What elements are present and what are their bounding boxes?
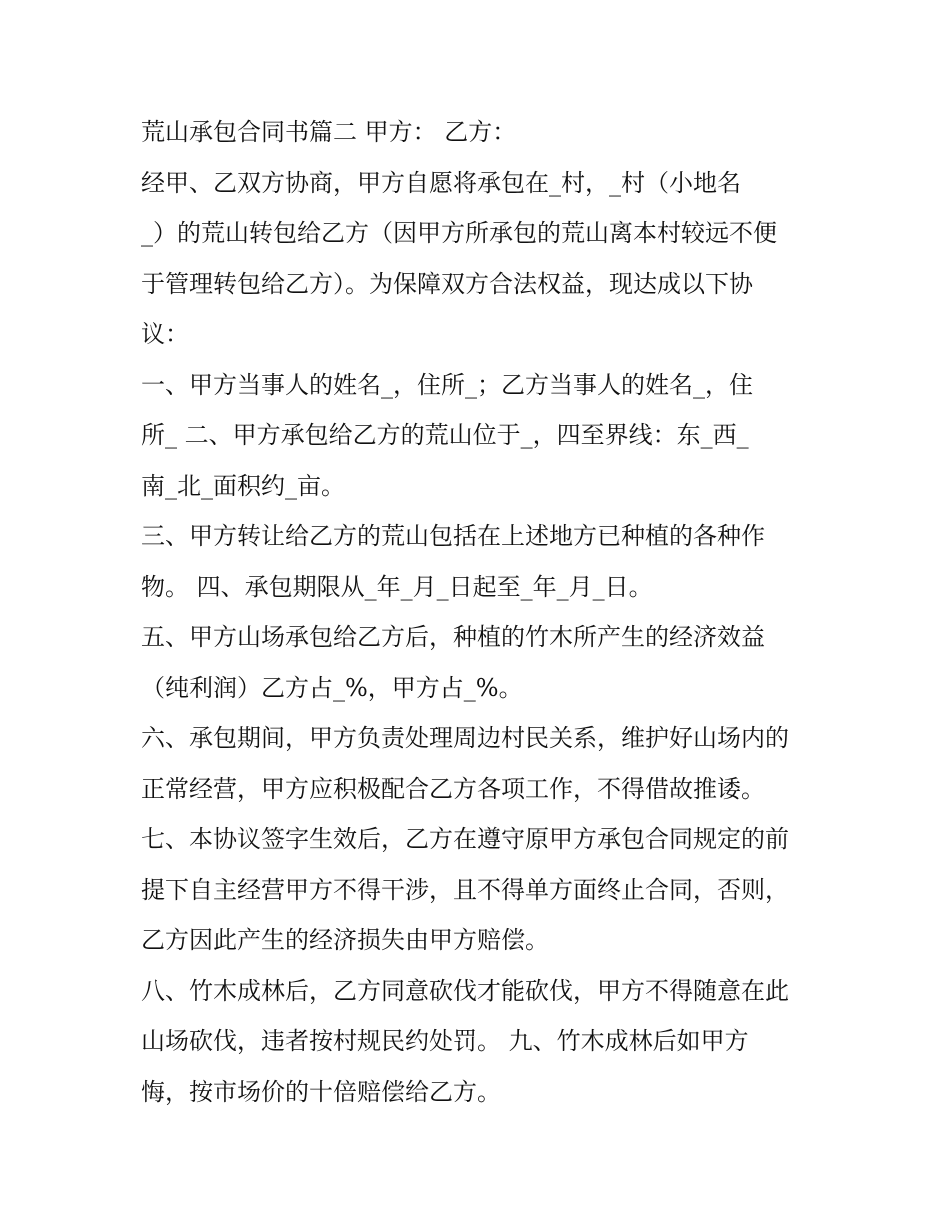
clause-9-line: 山场砍伐，违者按村规民约处罚。 九、竹木成林后如甲方 [141,1027,749,1055]
text-line: _）的荒山转包给乙方（因甲方所承包的荒山离本村较远不便 [141,219,777,247]
clause-7-line: 七、本协议签字生效后，乙方在遵守原甲方承包合同规定的前 [141,825,789,853]
text-line: 提下自主经营甲方不得干涉，且不得单方面终止合同，否则， [141,875,789,904]
text-line: 悔，按市场价的十倍赔偿给乙方。 [141,1077,501,1106]
text-line: （纯利润）乙方占_%，甲方占_%。 [141,673,523,702]
text-line: 于管理转包给乙方）。为保障双方合法权益，现达成以下协 [141,269,753,298]
clause-2-line: 所_ 二、甲方承包给乙方的荒山位于_，四至界线：东_西_ [141,421,749,449]
clause-1-line: 一、甲方当事人的姓名_，住所_；乙方当事人的姓名_，住 [141,370,753,399]
text-line: 经甲、乙双方协商，甲方自愿将承包在_村，_村（小地名 [141,168,741,197]
text-line: 议： [141,320,189,348]
text-line: 南_北_面积约_亩。 [141,471,345,500]
clause-6-line: 六、承包期间，甲方负责处理周边村民关系，维护好山场内的 [141,724,789,752]
clause-4-line: 物。 四、承包期限从_年_月_日起至_年_月_日。 [141,572,653,601]
clause-3-line: 三、甲方转让给乙方的荒山包括在上述地方已种植的各种作 [141,522,765,550]
text-line: 正常经营，甲方应积极配合乙方各项工作，不得借故推诿。 [141,774,765,803]
clause-5-line: 五、甲方山场承包给乙方后，种植的竹木所产生的经济效益 [141,623,765,651]
contract-title-line: 荒山承包合同书篇二 甲方： 乙方： [141,118,517,146]
clause-8-line: 八、竹木成林后，乙方同意砍伐才能砍伐，甲方不得随意在此 [141,976,789,1005]
text-line: 乙方因此产生的经济损失由甲方赔偿。 [141,926,549,954]
contract-body [141,107,831,1117]
